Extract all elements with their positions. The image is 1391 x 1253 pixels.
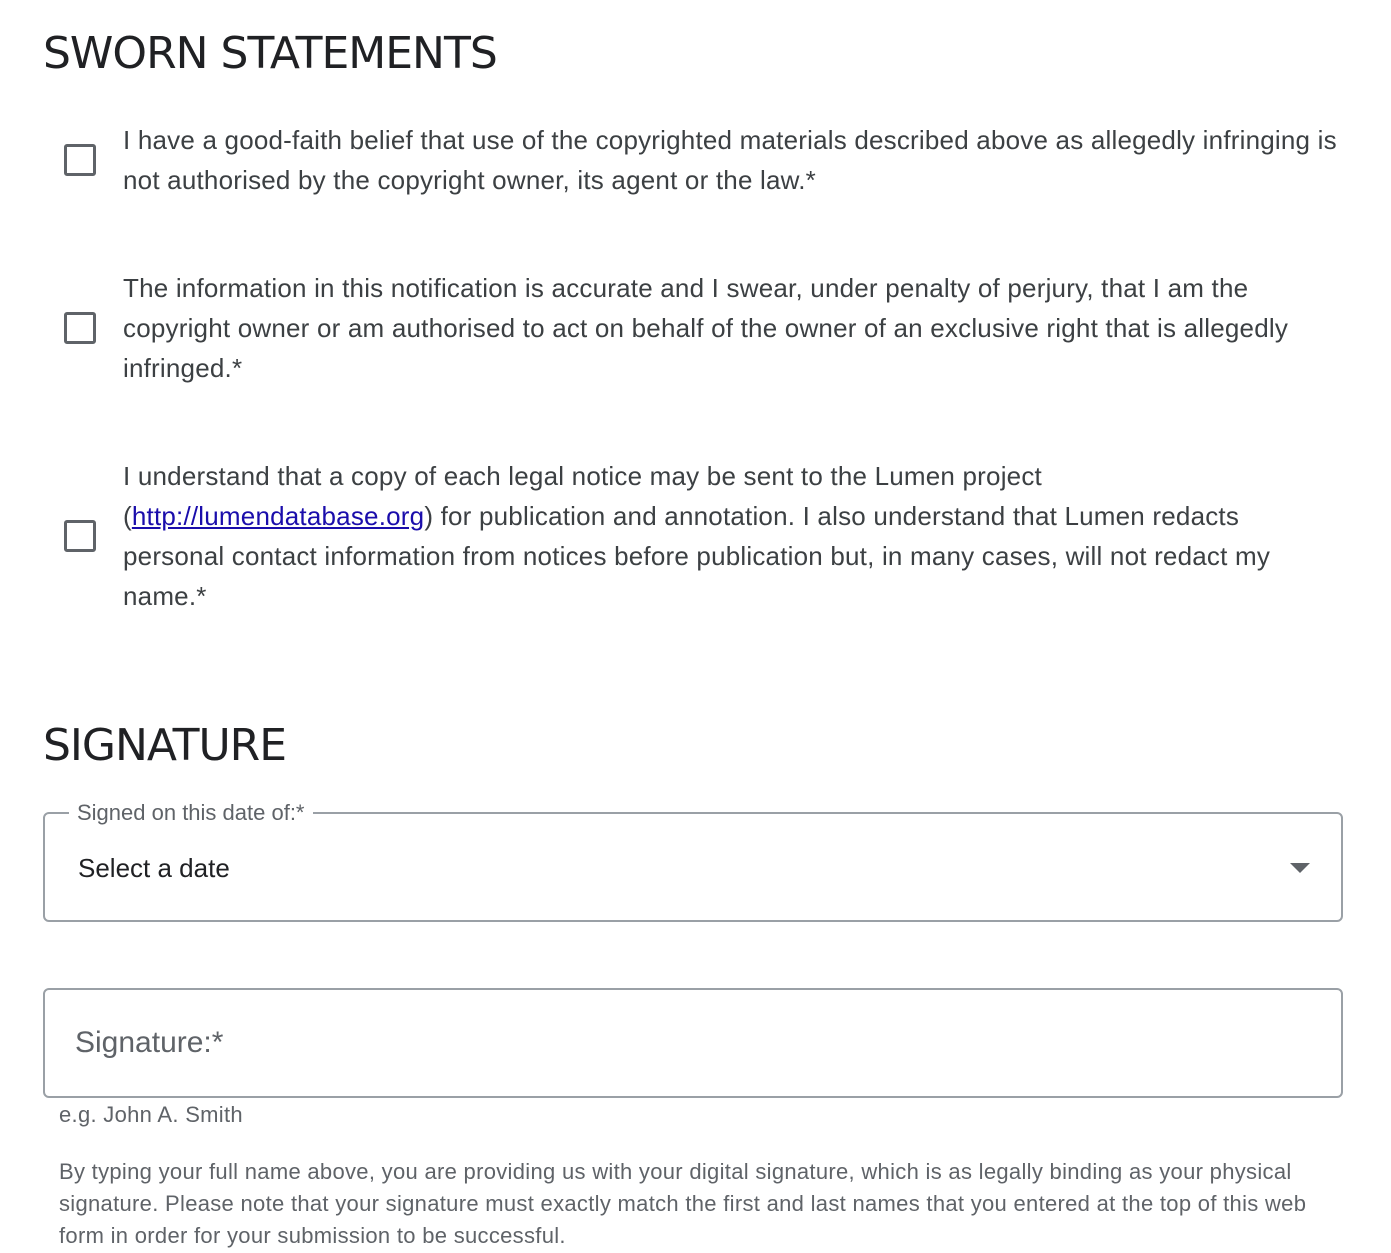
signature-input[interactable] [45,990,1341,1096]
signed-date-label: Signed on this date of:* [69,800,313,826]
lumen-statement-before-link: I understand that a copy of each legal notice may be sent to the Lumen project ( [123,461,1042,531]
lumen-database-link[interactable]: http://lumendatabase.org [131,501,425,531]
good-faith-statement-text[interactable]: I have a good-faith belief that use of the copyrighted materials described above as allegedly infringing is not authorised by the copyright owner, its agent or the law.* [123,125,1337,195]
sworn-statement-good-faith [64,120,1344,200]
lumen-consent-checkbox[interactable] [64,520,96,552]
accuracy-perjury-checkbox[interactable] [64,312,96,344]
lumen-statement-after-link: ) for publication and annotation. I also understand that Lumen redacts personal contact information from notices before publication but, in many cases, will not redact my name.* [123,501,1271,611]
signed-date-select[interactable] [43,800,1343,922]
signed-date-value: Select a date [78,853,230,883]
signature-legal-notice: By typing your full name above, you are providing us with your digital signature, which is as legally binding as your physical signature. Please note that your signature must exactly match the first and last names that you entered at the top of this web form in order for your submission to be successful. [59,1159,1307,1248]
signature-heading: SIGNATURE [43,720,287,771]
signature-example-hint: e.g. John A. Smith [59,1102,243,1127]
sworn-statement-accuracy [64,268,1344,388]
sworn-statement-lumen [64,456,1344,616]
dropdown-arrow-icon [1290,863,1310,873]
signature-field [43,988,1343,1098]
accuracy-statement-text[interactable]: The information in this notification is accurate and I swear, under penalty of perjury, that I am the copyright owner or am authorised to act on behalf of the owner of an exclusive right that is allegedly infringed.* [123,273,1289,383]
good-faith-checkbox[interactable] [64,144,96,176]
sworn-statements-heading: SWORN STATEMENTS [43,28,497,79]
lumen-statement-text[interactable] [123,456,1344,616]
